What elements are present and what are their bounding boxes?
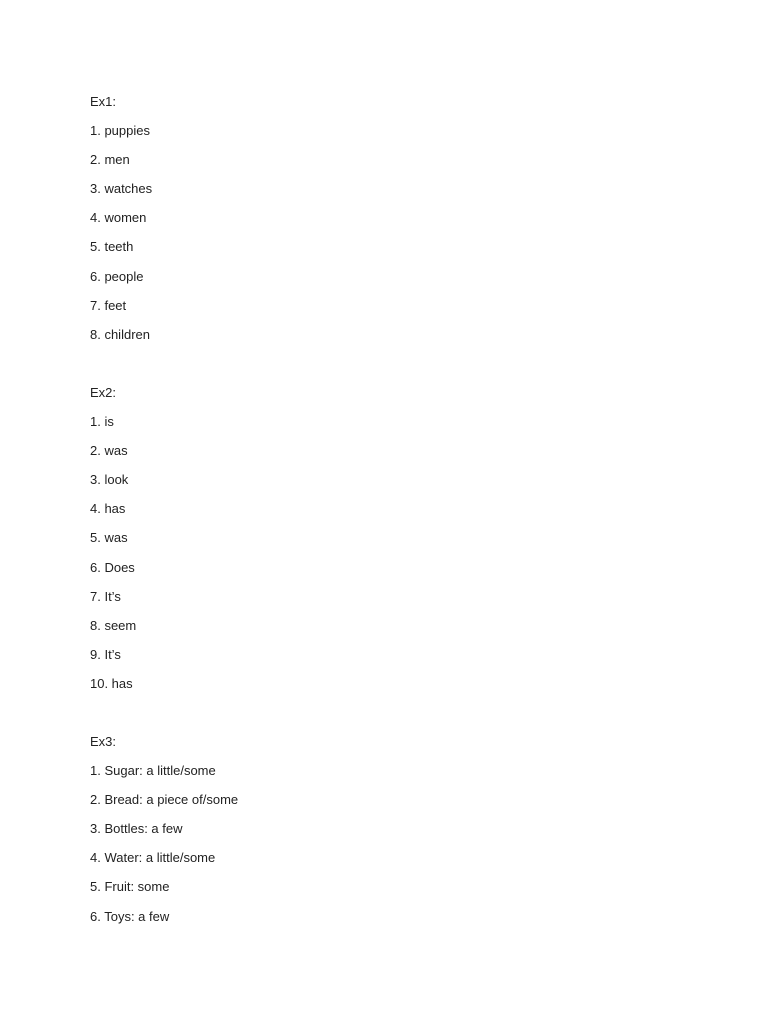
exercise-2-answer: 10. has — [90, 675, 133, 691]
exercise-2-heading: Ex2: — [90, 385, 117, 400]
exercise-3-section — [90, 734, 238, 938]
exercise-1-answer: 2. men — [90, 152, 130, 168]
exercise-2-answer: 3. look — [90, 472, 129, 488]
exercise-1-answer: 5. teeth — [90, 239, 134, 255]
exercise-3-answer: 1. Sugar: a little/some — [90, 763, 216, 779]
exercise-3-answer: 4. Water: a little/some — [90, 850, 216, 866]
exercise-1-answer: 7. feet — [90, 297, 127, 313]
exercise-1-answer: 4. women — [90, 210, 147, 226]
exercise-2-answer: 9. It’s — [90, 646, 121, 662]
exercise-1-answer: 1. puppies — [90, 123, 150, 139]
exercise-1-heading: Ex1: — [90, 94, 117, 109]
exercise-1-answer: 6. people — [90, 268, 144, 284]
exercise-2-answer: 6. Does — [90, 559, 135, 575]
exercise-2-answer: 7. It’s — [90, 588, 121, 604]
exercise-3-heading: Ex3: — [90, 734, 117, 749]
exercise-3-answer: 6. Toys: a few — [90, 908, 170, 924]
exercise-2-answer: 4. has — [90, 501, 126, 517]
exercise-3-answer: 3. Bottles: a few — [90, 821, 183, 837]
exercise-2-answer: 8. seem — [90, 617, 137, 633]
exercise-3-answer: 2. Bread: a piece of/some — [90, 792, 239, 808]
exercise-2-section — [90, 385, 136, 705]
exercise-2-answer: 2. was — [90, 443, 128, 459]
exercise-2-answer: 1. is — [90, 414, 114, 430]
exercise-2-answer: 5. was — [90, 530, 128, 546]
exercise-3-answer: 5. Fruit: some — [90, 879, 170, 895]
exercise-1-answer: 8. children — [90, 326, 150, 342]
exercise-1-section — [90, 94, 152, 356]
exercise-1-answer: 3. watches — [90, 181, 153, 197]
